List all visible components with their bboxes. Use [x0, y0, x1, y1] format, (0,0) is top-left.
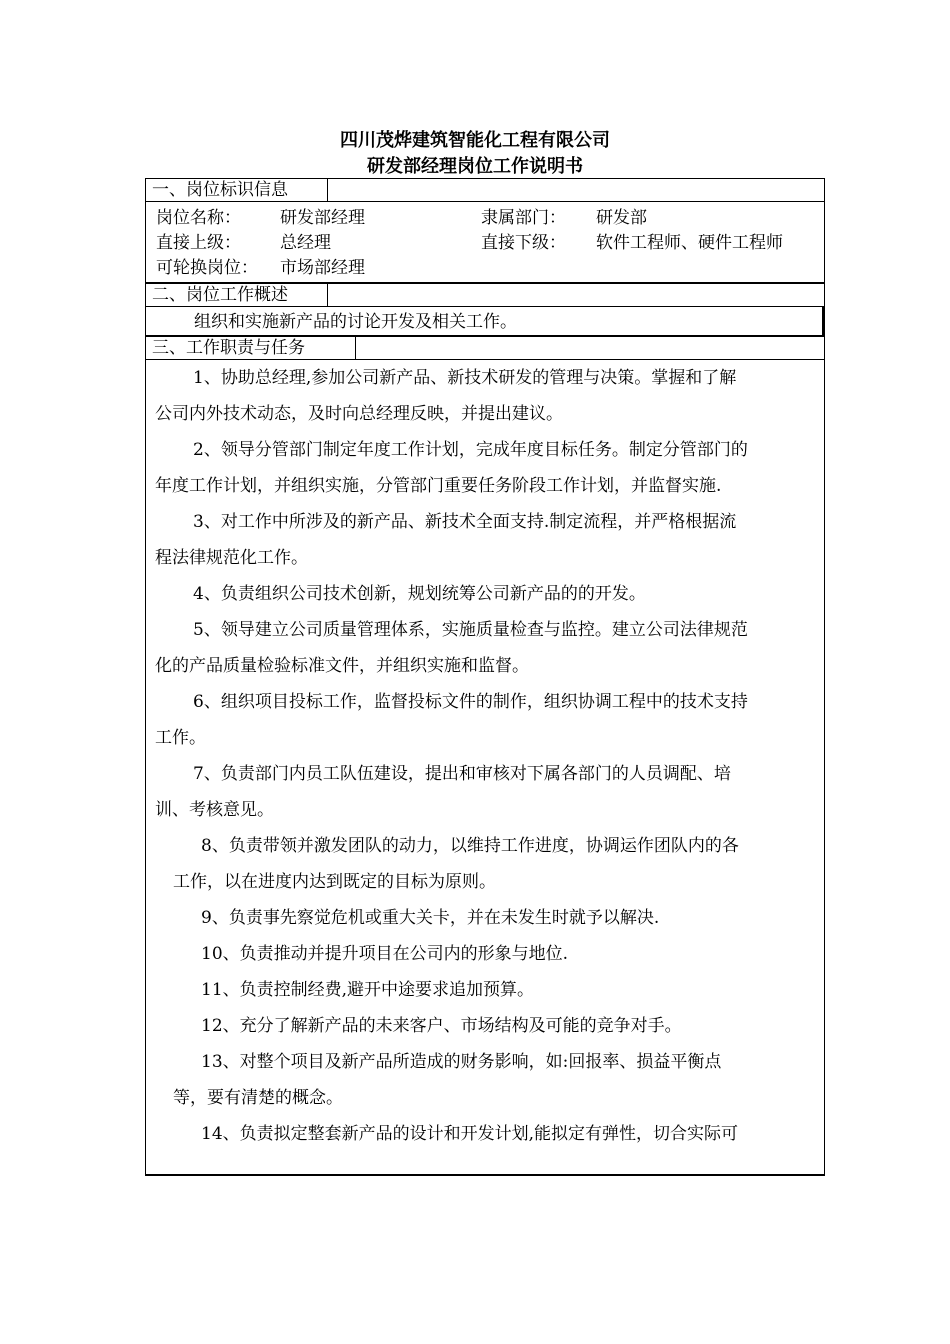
field-label-rotation: 可轮换岗位： — [156, 258, 258, 278]
field-label-superior: 直接上级： — [156, 233, 241, 253]
field-value-subordinates: 软件工程师、硬件工程师 — [596, 233, 783, 253]
duty-line: 10、负责推动并提升项目在公司内的形象与地位. — [201, 944, 569, 964]
duty-line: 工作，以在进度内达到既定的目标为原则。 — [173, 872, 496, 892]
section-header-duties — [145, 336, 825, 360]
section-header-identity — [145, 178, 825, 202]
field-value-rotation: 市场部经理 — [280, 258, 365, 278]
section-label: 一、岗位标识信息 — [146, 179, 328, 201]
duty-line: 2、领导分管部门制定年度工作计划，完成年度目标任务。制定分管部门的 — [193, 440, 748, 460]
duty-line: 训、考核意见。 — [155, 800, 274, 820]
duty-line: 7、负责部门内员工队伍建设，提出和审核对下属各部门的人员调配、培 — [193, 764, 731, 784]
duty-line: 年度工作计划，并组织实施，分管部门重要任务阶段工作计划，并监督实施. — [155, 476, 722, 496]
field-label-subordinates: 直接下级： — [481, 233, 566, 253]
duty-line: 工作。 — [155, 728, 206, 748]
duties-box — [145, 360, 825, 1176]
duty-line: 14、负责拟定整套新产品的设计和开发计划,能拟定有弹性，切合实际可 — [201, 1124, 739, 1144]
duty-line: 程法律规范化工作。 — [155, 548, 308, 568]
field-value-position-name: 研发部经理 — [280, 208, 365, 228]
duty-line: 公司内外技术动态，及时向总经理反映，并提出建议。 — [155, 404, 563, 424]
duty-line: 5、领导建立公司质量管理体系，实施质量检查与监控。建立公司法律规范 — [193, 620, 748, 640]
document-title: 研发部经理岗位工作说明书 — [367, 156, 583, 177]
section-header-overview — [145, 283, 825, 307]
duty-line: 6、组织项目投标工作，监督投标文件的制作，组织协调工程中的技术支持 — [193, 692, 748, 712]
duty-line: 4、负责组织公司技术创新，规划统筹公司新产品的的开发。 — [193, 584, 646, 604]
field-label-department: 隶属部门： — [481, 208, 566, 228]
section-label: 二、岗位工作概述 — [146, 284, 328, 306]
duty-line: 3、对工作中所涉及的新产品、新技术全面支持.制定流程，并严格根据流 — [193, 512, 737, 532]
duty-line: 等，要有清楚的概念。 — [173, 1088, 343, 1108]
duty-line: 13、对整个项目及新产品所造成的财务影响，如:回报率、损益平衡点 — [201, 1052, 722, 1072]
overview-box — [145, 307, 825, 336]
duties-text — [155, 360, 815, 1152]
company-title: 四川茂烨建筑智能化工程有限公司 — [340, 130, 610, 151]
duty-line: 8、负责带领并激发团队的动力，以维持工作进度，协调运作团队内的各 — [201, 836, 739, 856]
duty-line: 化的产品质量检验标准文件，并组织实施和监督。 — [155, 656, 529, 676]
duty-line: 1、协助总经理,参加公司新产品、新技术研发的管理与决策。掌握和了解 — [193, 368, 737, 388]
duty-line: 12、充分了解新产品的未来客户、市场结构及可能的竞争对手。 — [201, 1016, 682, 1036]
section-label: 三、工作职责与任务 — [146, 337, 356, 359]
field-value-department: 研发部 — [596, 208, 647, 228]
identity-info-box — [145, 202, 825, 283]
field-label-position-name: 岗位名称： — [156, 208, 241, 228]
overview-text: 组织和实施新产品的讨论开发及相关工作。 — [194, 312, 517, 332]
duty-line: 9、负责事先察觉危机或重大关卡，并在未发生时就予以解决. — [201, 908, 660, 928]
field-value-superior: 总经理 — [280, 233, 331, 253]
duty-line: 11、负责控制经费,避开中途要求追加预算。 — [201, 980, 535, 1000]
